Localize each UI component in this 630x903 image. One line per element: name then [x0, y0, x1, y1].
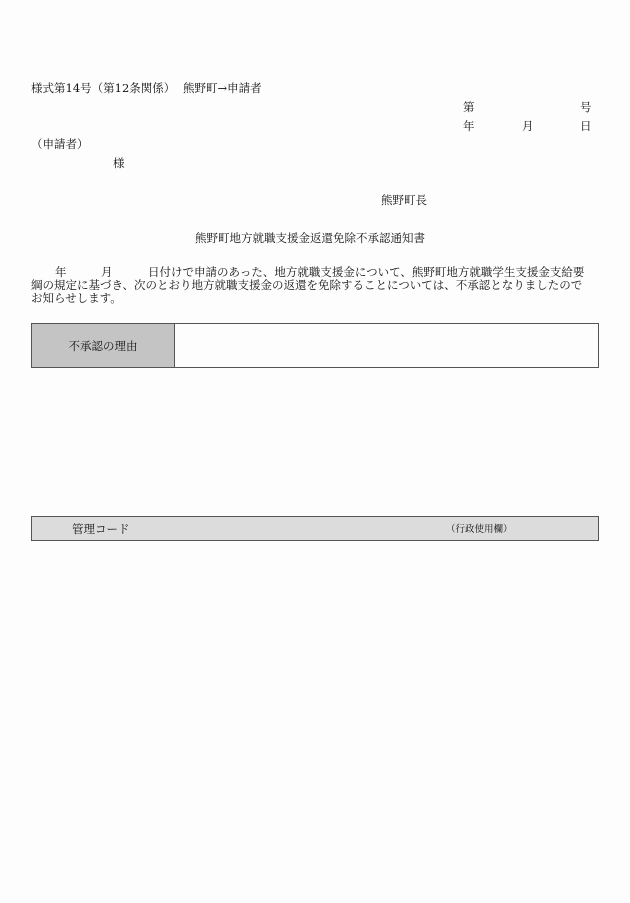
date-month: 月	[522, 119, 534, 133]
number-suffix: 号	[580, 100, 592, 114]
recipient-label: （申請者）	[31, 137, 89, 151]
body-line-2: 綱の規定に基づき、次のとおり地方就職支援金の返還を免除することについては、不承認となりましたので	[31, 278, 583, 292]
body-month: 月	[101, 265, 113, 279]
document-title: 熊野町地方就職支援金返還免除不承認通知書	[195, 231, 425, 245]
admin-code-row	[31, 516, 599, 541]
reason-label: 不承認の理由	[32, 324, 175, 367]
reason-table	[31, 323, 599, 368]
body-line-1: 日付けで申請のあった、地方就職支援金について、熊野町地方就職学生支援金支給要	[148, 265, 585, 279]
reason-value[interactable]	[175, 324, 598, 367]
admin-code-label: 管理コード	[72, 522, 130, 536]
body-line-3: お知らせします。	[31, 291, 122, 305]
recipient-honorific: 様	[113, 156, 125, 170]
admin-use-note: （行政使用欄）	[446, 524, 513, 535]
form-number: 様式第14号（第12条関係）	[31, 81, 176, 95]
sender: 熊野町長	[381, 193, 427, 207]
body-year: 年	[55, 265, 67, 279]
direction: 熊野町→申請者	[183, 81, 262, 95]
date-year: 年	[463, 119, 475, 133]
date-day: 日	[580, 119, 592, 133]
number-prefix: 第	[463, 100, 475, 114]
